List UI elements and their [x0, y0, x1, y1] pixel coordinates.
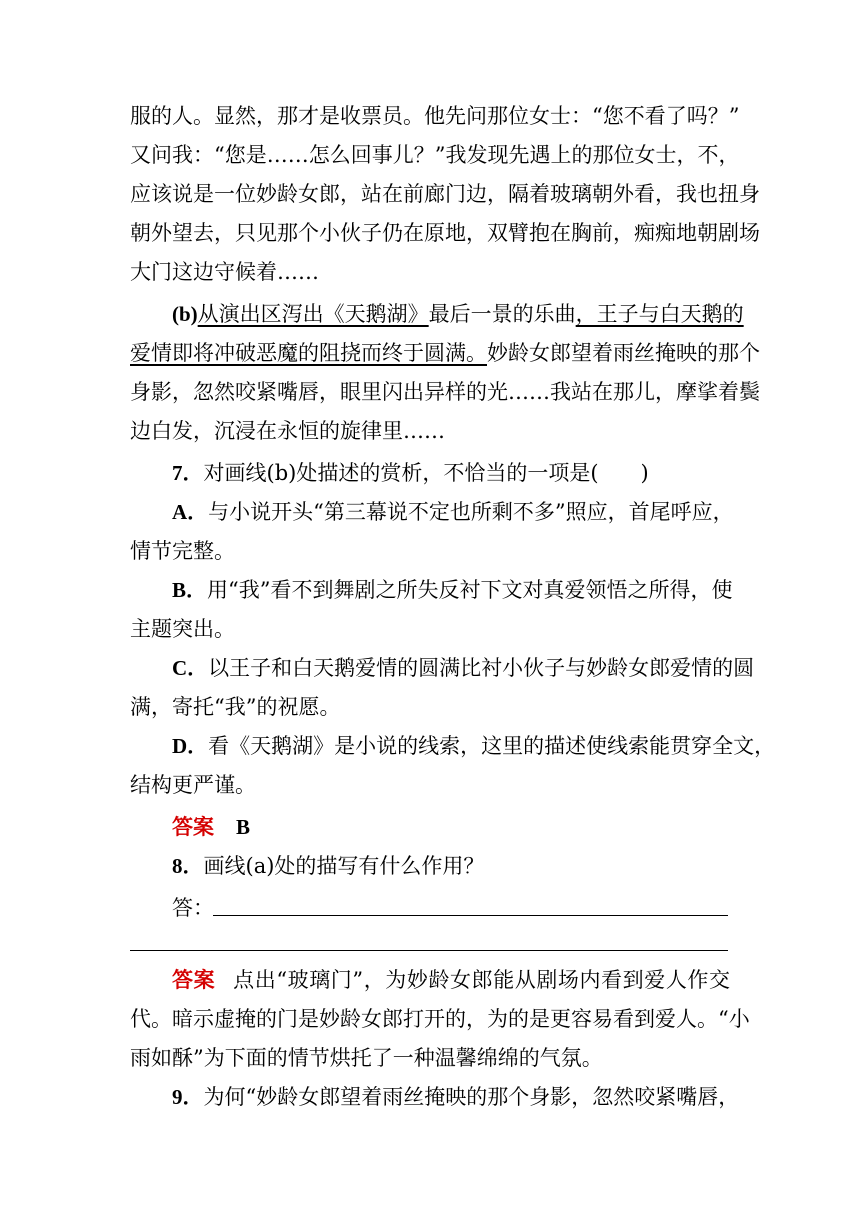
- option-a: [172, 497, 734, 527]
- option-text: 用“我”看不到舞剧之所失反衬下文对真爱领悟之所得，使: [207, 578, 733, 602]
- passage-text: 服的人。显然，那才是收票员。他先问那位女士：“您不看了吗？”: [130, 104, 740, 128]
- passage-text: 妙龄女郎望着雨丝掩映的那个: [487, 341, 760, 365]
- passage-line: [130, 101, 740, 131]
- option-text: 与小说开头“第三幕说不定也所剩不多”照应，首尾呼应，: [208, 500, 734, 524]
- passage-line: [130, 140, 740, 170]
- passage-line: [130, 218, 760, 248]
- answer-8-cont: [130, 1043, 730, 1073]
- passage-text: 身影，忽然咬紧嘴唇，眼里闪出异样的光……我站在那儿，摩挲着鬓: [130, 380, 760, 404]
- option-d: [172, 731, 776, 761]
- answer-text: 雨如酥”为下面的情节烘托了一种温馨绵绵的气氛。: [130, 1046, 603, 1070]
- answer-blank-line[interactable]: [213, 915, 728, 916]
- answer-label: 答案: [172, 814, 214, 839]
- option-c-cont: [130, 692, 730, 722]
- option-label: D．: [172, 734, 209, 758]
- reply-label: 答：: [172, 896, 214, 920]
- answer-8-cont: [130, 1004, 750, 1034]
- question-number: 7．: [172, 461, 204, 485]
- passage-text: 大门这边守候着……: [130, 260, 319, 284]
- question-9: [172, 1082, 740, 1112]
- option-d-cont: [130, 770, 730, 800]
- passage-text: 最后一景的乐曲: [428, 302, 576, 326]
- answer-value: B: [236, 815, 251, 839]
- question-stem: 对画线(b)处描述的赏析，不恰当的一项是( ): [203, 461, 649, 485]
- question-8: [172, 851, 730, 881]
- passage-text: 又问我：“您是……怎么回事儿？”我发现先遇上的那位女士，不，: [130, 143, 740, 167]
- option-text: 以王子和白天鹅爱情的圆满比衬小伙子与妙龄女郎爱情的圆: [208, 656, 755, 680]
- option-label: A．: [172, 500, 209, 524]
- underlined-text: 从演出区泻出《天鹅湖》: [197, 302, 429, 326]
- question-stem: 画线(a)处的描写有什么作用？: [203, 854, 485, 878]
- answer-text: 点出“玻璃门”，为妙龄女郎能从剧场内看到爱人作交: [233, 968, 730, 992]
- option-label: C．: [172, 656, 209, 680]
- underlined-text: ，王子与白天鹅的: [575, 302, 744, 326]
- option-text: 结构更严谨。: [130, 773, 256, 797]
- option-text: 主题突出。: [130, 617, 235, 641]
- question-stem: 为何“妙龄女郎望着雨丝掩映的那个身影，忽然咬紧嘴唇，: [203, 1085, 740, 1109]
- option-text: 情节完整。: [130, 539, 235, 563]
- option-b: [172, 575, 733, 605]
- option-text: 看《天鹅湖》是小说的线索，这里的描述使线索能贯穿全文，: [208, 734, 776, 758]
- passage-line: [130, 416, 730, 446]
- answer-text: 代。暗示虚掩的门是妙龄女郎打开的，为的是更容易看到爱人。“小: [130, 1007, 750, 1031]
- passage-line-b: [172, 299, 744, 329]
- option-label: B．: [172, 578, 208, 602]
- reply-line: [172, 893, 730, 923]
- marker-b: (b): [172, 302, 198, 326]
- underlined-text: 爱情即将冲破恶魔的阻挠而终于圆满。: [130, 341, 487, 365]
- passage-text: 应该说是一位妙龄女郎，站在前廊门边，隔着玻璃朝外看，我也扭身: [130, 182, 760, 206]
- option-c: [172, 653, 755, 683]
- option-a-cont: [130, 536, 730, 566]
- passage-text: 边白发，沉浸在永恒的旋律里……: [130, 419, 445, 443]
- option-b-cont: [130, 614, 730, 644]
- passage-line: [130, 377, 760, 407]
- passage-line: [130, 179, 760, 209]
- option-text: 满，寄托“我”的祝愿。: [130, 695, 341, 719]
- question-7: [172, 458, 730, 488]
- answer-8: [172, 965, 730, 995]
- answer-7: [172, 812, 730, 842]
- answer-label: 答案: [172, 967, 216, 992]
- question-number: 9．: [172, 1085, 204, 1109]
- passage-line: [130, 338, 760, 368]
- passage-text: 朝外望去，只见那个小伙子仍在原地，双臂抱在胸前，痴痴地朝剧场: [130, 221, 760, 245]
- question-number: 8．: [172, 854, 204, 878]
- passage-line: [130, 257, 730, 287]
- answer-blank-line[interactable]: [130, 950, 728, 951]
